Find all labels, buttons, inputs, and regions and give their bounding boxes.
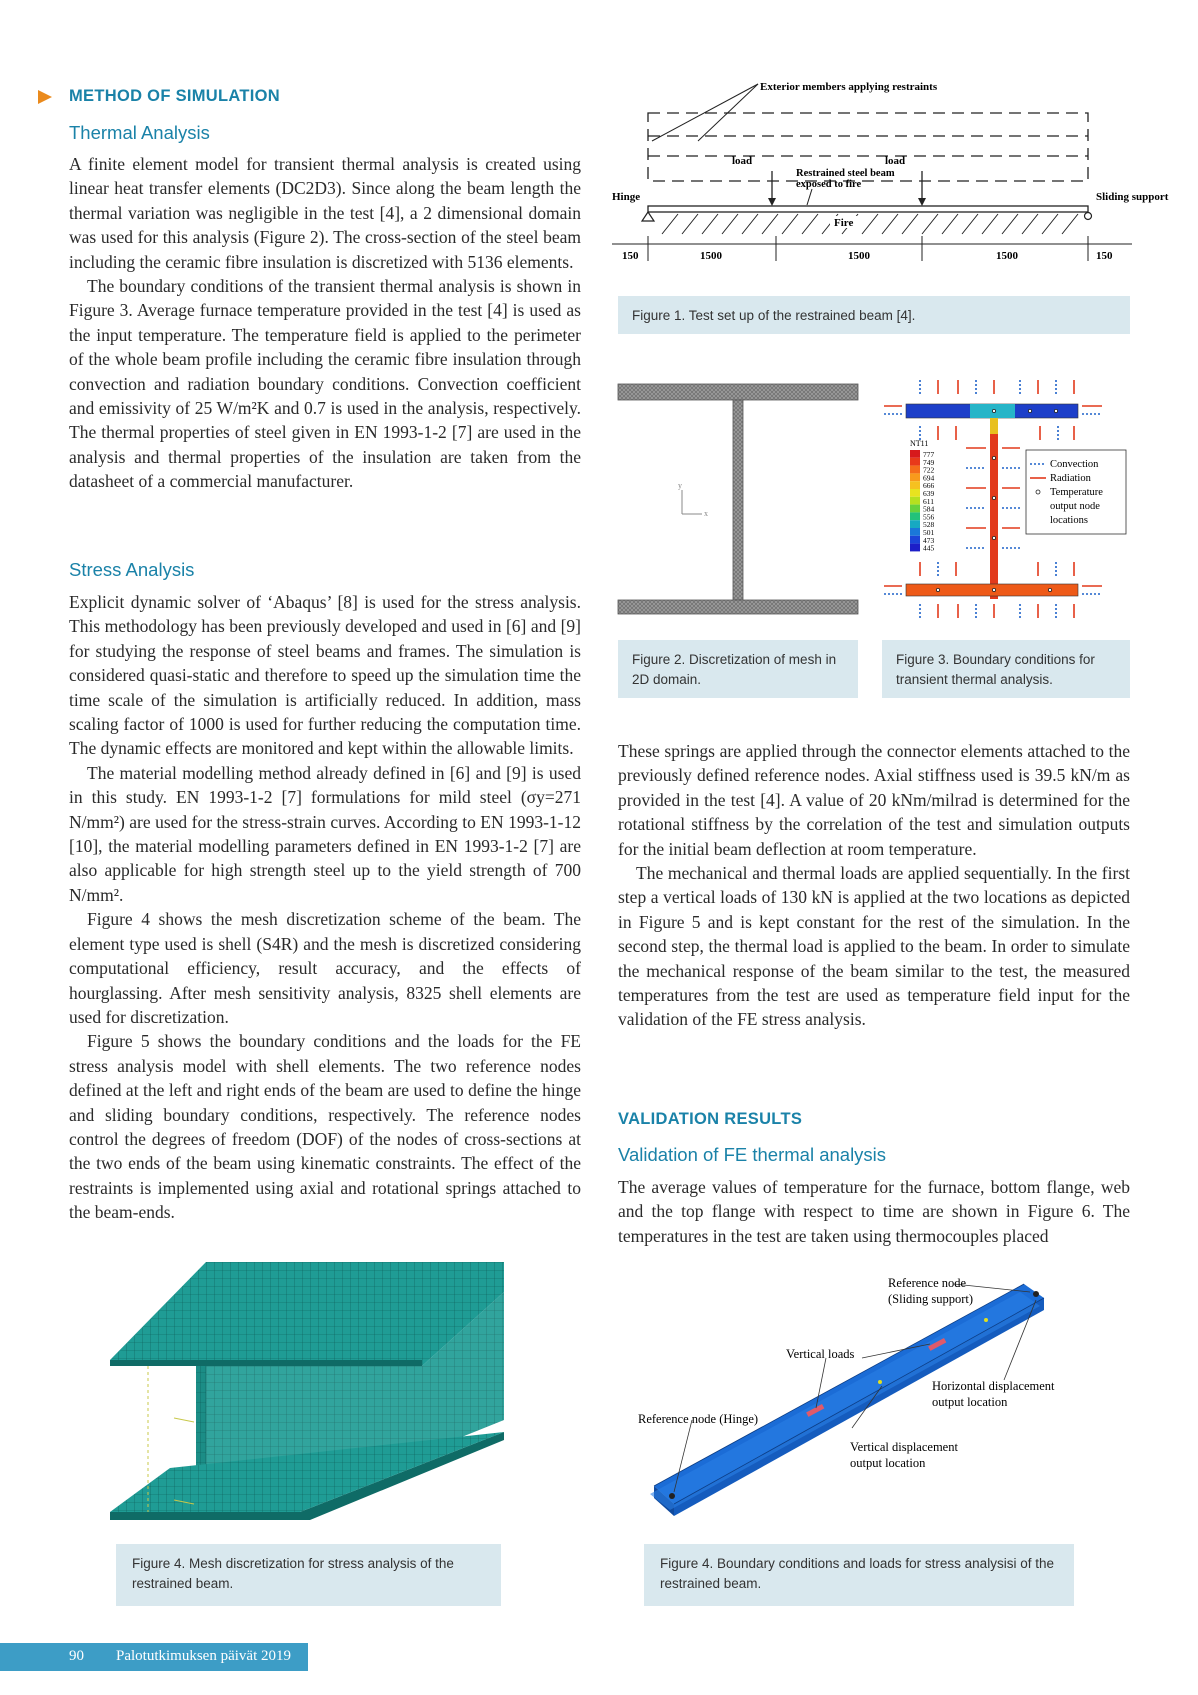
figure3-legend-swatch (910, 528, 920, 536)
figure1-dim-label: 1500 (996, 250, 1018, 262)
figure5-label-ref-sliding-2: (Sliding support) (888, 1292, 974, 1306)
figure3-legend-value: 556 (923, 512, 935, 522)
figure3-key-output-node: output node (1050, 501, 1100, 512)
figure3-key-convection: Convection (1050, 459, 1099, 470)
page-number: 90 (69, 1648, 84, 1664)
paragraph: The mechanical and thermal loads are applied sequentially. In the first step a vertical loads of 130 kN is applied at the two locations as depicted in Figure 5 and is kept constant for the rest of the simulation. In the second step, the thermal load is applied to the beam. In order to simulate the mechanical response of the beam similar to the test, the measured temperatures from the test are used as temperature field input for the validation of the FE stress analysis. (618, 863, 1130, 1030)
paragraph: Explicit dynamic solver of ‘Abaqus’ [8] is used for the stress analysis. This methodology has been previously developed and used in [6] and [9] for studying the response of steel beams and frames. The simulation is considered quasi-static and therefore to speed up the simulation time the time scale of the simulation is artificially reduced. In addition, mass scaling factor of 1000 is used for further reducing the computation time. The dynamic effects are monitored and kept within the allowable limits. (69, 592, 581, 759)
figure4-caption: Figure 4. Mesh discretization for stress analysis of the restrained beam. (116, 1544, 501, 1606)
figure3-legend-value: 639 (923, 489, 935, 498)
figure3-legend-swatch (910, 520, 920, 528)
figure1-label-exterior: Exterior members applying restraints (760, 81, 938, 93)
figure5-boundary-loads-diagram (630, 1270, 1100, 1534)
figure3-legend-swatch (910, 466, 920, 474)
subheading-stress-analysis: Stress Analysis (69, 559, 195, 580)
figure1-label-sliding: Sliding support (1096, 191, 1169, 203)
footer-bar (0, 1643, 308, 1671)
figure3-key-radiation: Radiation (1050, 473, 1091, 484)
figure3-legend-value: 749 (923, 457, 935, 467)
figure1-label-beam: Restrained steel beam (796, 168, 895, 179)
figure2-axis-y: y (678, 481, 682, 490)
figure3-legend-swatch (910, 536, 920, 544)
figure1-label-load-left: load (732, 155, 753, 167)
figure5-label-horizontal-disp-2: output location (932, 1395, 1008, 1409)
publication-title: Palotutkimuksen päivät 2019 (116, 1648, 291, 1664)
thermal-analysis-text (69, 152, 581, 494)
paragraph: Figure 5 shows the boundary conditions and the loads for the FE stress analysis model with shell elements. The two reference nodes defined at the left and right ends of the beam are used to define the hinge and sliding boundary conditions, respectively. The reference nodes control the degrees of freedom (DOF) of the nodes of cross-sections at the two ends of the beam using kinematic constraints. The effect of the restraints is implemented using axial and rotational springs attached to the beam-ends. (69, 1031, 581, 1223)
validation-text (618, 1175, 1130, 1248)
figure2-axis-x: x (704, 509, 708, 518)
figure5-label-ref-hinge: Reference node (Hinge) (638, 1412, 759, 1426)
figure3-legend-swatch (910, 450, 920, 458)
figure1-label-hinge: Hinge (612, 191, 641, 203)
paragraph: These springs are applied through the connector elements attached to the previously defined reference nodes. Axial stiffness used is 39.5 kN/m as provided in the test [4]. A value of 20 kNm/milrad is determined for the rotational stiffness by the correlation of the test and simulation outputs for the initial beam deflection at room temperature. (618, 741, 1130, 859)
figure3-legend-title: NT11 (910, 439, 929, 448)
figure5-label-horizontal-disp: Horizontal displacement (932, 1379, 1055, 1393)
figure5-label-vertical-disp-2: output location (850, 1456, 926, 1470)
figure1-test-setup-diagram (612, 76, 1169, 276)
figure1-label-beam-2: exposed to fire (796, 179, 862, 190)
figure1-label-load-right: load (885, 155, 906, 167)
figure4-mesh-3d-diagram (110, 1262, 510, 1524)
paragraph: A finite element model for transient thermal analysis is created using linear heat transfer elements (DC2D3). Since along the beam length the thermal variation was negligible in the test [4], a 2 dimensional domain was used for this analysis (Figure 2). The cross-section of the steel beam including the ceramic fibre insulation is discretized with 5136 elements. (69, 154, 581, 272)
figure3-legend-value: 473 (923, 535, 935, 545)
figure3-legend-swatch (910, 505, 920, 513)
figure3-boundary-conditions-diagram (880, 378, 1130, 638)
paragraph: The average values of temperature for the furnace, bottom flange, web and the top flange with respect to time are shown in Figure 6. The temperatures in the test are taken using thermocouples placed (618, 1177, 1130, 1246)
figure1-dim-label: 150 (1096, 250, 1113, 262)
paragraph: The material modelling method already defined in [6] and [9] is used in this study. EN 1993-1-2 [7] formulations for mild steel (σy=271 N/mm²) are used for the stress-strain curves. According to EN 1993-1-12 [10], the material modelling parameters defined in EN 1993-1-2 [7] are also applicable for high strength steel up to the yield strength of 700 N/mm². (69, 762, 581, 905)
figure1-dim-label: 1500 (700, 250, 722, 262)
subheading-thermal-analysis: Thermal Analysis (69, 122, 210, 143)
figure1-caption: Figure 1. Test set up of the restrained beam [4]. (618, 296, 1130, 334)
figure3-key-temperature: Temperature (1050, 487, 1103, 498)
figure2-mesh-2d-diagram (618, 382, 858, 617)
section-marker-icon (38, 90, 52, 104)
section-heading-method: METHOD OF SIMULATION (69, 87, 281, 105)
figure3-legend-value: 611 (923, 496, 934, 506)
figure5-label-ref-sliding: Reference node (888, 1276, 967, 1290)
figure2-caption: Figure 2. Discretization of mesh in 2D domain. (618, 640, 858, 698)
figure3-legend-value: 666 (923, 481, 935, 491)
figure5-label-vertical-disp: Vertical displacement (850, 1440, 958, 1454)
figure3-legend (910, 450, 935, 553)
figure3-legend-value: 777 (923, 450, 935, 459)
figure5-label-vertical-loads: Vertical loads (786, 1347, 855, 1361)
figure1-dim-label: 1500 (848, 250, 870, 262)
figure3-legend-swatch (910, 544, 920, 552)
figure1-dim-label: 150 (622, 250, 639, 262)
figure3-legend-value: 445 (923, 543, 935, 553)
right-column-text (618, 739, 1130, 1032)
figure3-legend-value: 501 (923, 528, 935, 537)
figure5-caption: Figure 4. Boundary conditions and loads for stress analysisi of the restrained beam. (644, 1544, 1074, 1606)
figure3-legend-swatch (910, 489, 920, 497)
figure3-legend-value: 528 (923, 520, 935, 530)
subheading-validation-thermal: Validation of FE thermal analysis (618, 1144, 887, 1165)
figure3-legend-swatch (910, 458, 920, 466)
figure3-caption: Figure 3. Boundary conditions for transient thermal analysis. (882, 640, 1130, 698)
stress-analysis-text (69, 590, 581, 1225)
figure3-legend-value: 722 (923, 465, 935, 475)
figure1-label-fire: Fire (834, 217, 854, 229)
figure3-legend-swatch (910, 481, 920, 489)
figure3-legend-swatch (910, 473, 920, 481)
figure3-legend-swatch (910, 512, 920, 520)
figure3-legend-swatch (910, 497, 920, 505)
paragraph: The boundary conditions of the transient thermal analysis is shown in Figure 3. Average furnace temperature provided in the test [4] is used as the input temperature. The temperature field is applied to the perimeter of the whole beam profile including the ceramic fibre insulation through convection and radiation boundary conditions. Convection coefficient and emissivity of 25 W/m²K and 0.7 is used in the analysis, respectively. The thermal properties of steel given in EN 1993-1-2 [7] are used in the analysis and thermal properties of the insulation are taken from the datasheet of a commercial manufacturer. (69, 276, 581, 492)
section-heading-validation: VALIDATION RESULTS (618, 1110, 803, 1128)
figure3-legend-value: 584 (923, 504, 935, 514)
paragraph: Figure 4 shows the mesh discretization scheme of the beam. The element type used is shell (S4R) and the mesh is discretized considering computational efficiency, result accuracy, and the effects of hourglassing. After mesh sensitivity analysis, 8325 shell elements are used for discretization. (69, 909, 581, 1027)
figure3-key-locations: locations (1050, 515, 1088, 526)
figure3-legend-value: 694 (923, 473, 935, 483)
